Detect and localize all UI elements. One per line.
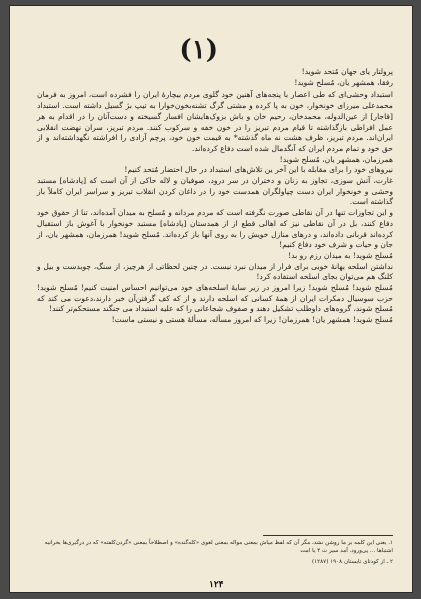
page-number: ۱۲۴ (209, 580, 224, 590)
document-page (9, 5, 413, 593)
paragraph: رفقا، همشهر یان، مُسلح شوید! (294, 77, 393, 87)
paragraph: نیروهای خود را برای مقابله با این آخر ین تلاش‌های استبداد در حال احتضار مُتحد کنیم! (124, 165, 393, 175)
body-text (37, 67, 393, 326)
paragraph: پرولتار یای جهان مُتحد شوید! (301, 67, 393, 76)
paragraph: مُسلح شوید! همشهر یان! همرزمان! زیرا که امروز مسأله، مسألهٔ هستی و نیستی ماست! (111, 315, 393, 325)
footnote: ۲ ـ از کودتای تابستان ۱۹۰۸ (۱۲۸۷) (311, 559, 393, 565)
paragraph: مُسلح شوید! به میدان رزم رو بد! (288, 250, 393, 260)
paragraph: مُسلح شوید! مُسلح شوید! زیرا امروز در زیر سایهٔ اسلحه‌های خود می‌توانیم احساس امنیت کنیم! مُسلح شوید! حزب سوسیال دمکرات ایران از همهٔ کسانی که اسلحه دارند و از که کف گرفتن‌آن خبر دارند،دعوت می کند که مُسلح شوند، گروه‌های داوطلب تشکیل دهند و صفوف شجاعانی را که علیه استبداد می جنگند مستحکم‌تر کنند! (37, 283, 393, 314)
paragraph: نداشتن اسلحه بهانهٔ خوبی برای فرار از میدان نبرد نیست. در چنین لحظاتی از هرچیز، از سنگ، چوبدست و بیل و کلنگ هم می‌توان بجای اسلحه استفاده کرد! (37, 261, 393, 282)
paragraph: استبداد وحشی‌ای که طی اعصار با پنجه‌های آهنین خود گلوی مردم بیچارهٔ ایران را فشرده است، امروز به فرمان محمدعلی میرزای خونخوار، خون به پا کرده و مشتی گرگ تشنه‌بخون‌خوارا به تیپ بژ گسیل داشته است. استبداد [قاجار] از عین‌الدوله، محمدخان، رحیم خان و باش بزوک‌هایشان افسار گسیخته و دست‌آنان را در اقدام به هر عمل افراطی بازگذاشته تا قیام مردم تبریز را در خون خفه و سرکوب کنند. مردم تبریز، سران نهضت انقلابی ایران‌اند. مردم تبریز، ظرف هشت نه ماه گذشته* به قیمت خون خود، پرچم آزادی را افراشته نگهداشته‌اند و از حق خود و تمام مردم ایران که آنگدمال شده است دفاع کرده‌اند. (37, 90, 393, 153)
section-number: (۱) (179, 35, 218, 65)
paragraph: و این تجاوزات تنها در آن نقاطی صورت نگرفته است که مردم مردانه و مُسلح به میدان آمده‌اند، تنا از حقوق خود دفاع کنند، بل در آن نقاطی نیز که اهالی قطع از از همدستان [پادشاه] مستبد خونخوار با آغوش باز استقبال کرده‌اند قربانی داده‌اند، و درهای منازل خویش را به روی آنها باز کرده‌اند. مُسلح شوید! همرزمان، همشهر یان، از جان و حیات و شرف خود دفاع کنیم! (37, 208, 393, 250)
footnote-divider (263, 535, 393, 536)
paragraph: همرزمان، همشهر یان، مُسلح شوید! (279, 154, 393, 164)
footnote: ۱. یعنی این کلمه بر ما روشن نشد، مگر آن که لفظ میاش بمعنی مواله بمعنی لغوی «کله‌گنده» و اصطلاحاً بمعنی «گردن‌کلفته» که در درگیری‌ها بحرانیه اشتباها ... پی‌ورود. آمد سیر ث ۴ یا امت (44, 540, 393, 554)
footnotes (37, 539, 393, 569)
paragraph: غارت، آتش سوزی، تجاوز به زنان و دختران در سر درود، صوفیان و لاله حاکی از آن است که [پادشاه] مستبد وحشی و خونخوار ایران دست چپاولگران همدست خود را در داغان کردن انقلاب تبریز و سراسر ایران کاملاً باز گذاشته است. (37, 176, 393, 207)
